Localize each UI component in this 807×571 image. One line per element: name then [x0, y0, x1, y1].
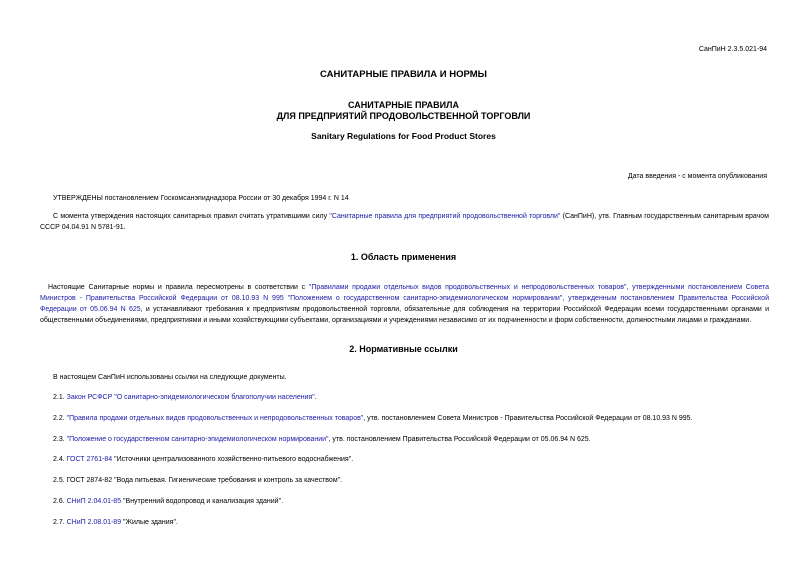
- link-sanitary-regulation-statute[interactable]: "Положением о государственном санитарно-эпидемиологическом нормировании", утвержденным постановлением Правительства Российской Федерации от 05.06.94 N 625: [40, 295, 769, 313]
- reference-number: 2.4.: [53, 456, 67, 463]
- title-line-1: САНИТАРНЫЕ ПРАВИЛА: [348, 100, 459, 110]
- reference-item: [53, 519, 178, 526]
- reference-number: 2.2.: [53, 415, 67, 422]
- approved-paragraph: УТВЕРЖДЕНЫ постановлением Госкомсанэпиднадзора России от 30 декабря 1994 г. N 14: [53, 195, 349, 202]
- references-intro: В настоящем СанПиН использованы ссылки на следующие документы.: [53, 374, 287, 381]
- reference-text: "Жилые здания".: [121, 519, 178, 526]
- reference-item: [53, 394, 317, 401]
- reference-item: [53, 436, 591, 443]
- document-code: СанПиН 2.3.5.021-94: [698, 46, 767, 53]
- title-line-2: ДЛЯ ПРЕДПРИЯТИЙ ПРОДОВОЛЬСТВЕННОЙ ТОРГОВЛИ: [276, 111, 531, 121]
- reference-item: [53, 498, 283, 505]
- reference-link[interactable]: "Правила продажи отдельных видов продовольственных и непродовольственных товаров": [66, 415, 364, 422]
- section-2-title: 2. Нормативные ссылки: [349, 344, 458, 354]
- header-main: САНИТАРНЫЕ ПРАВИЛА И НОРМЫ: [320, 69, 487, 80]
- document-title: [0, 100, 807, 122]
- reference-number: 2.7.: [53, 519, 67, 526]
- link-old-sanitary-rules[interactable]: "Санитарные правила для предприятий продовольственной торговли": [329, 213, 561, 220]
- reference-text: , утв. постановлением Правительства Российской Федерации от 05.06.94 N 625.: [328, 436, 591, 443]
- reference-text: "Источники централизованного хозяйственно-питьевого водоснабжения".: [112, 456, 354, 463]
- section-1-title: 1. Область применения: [350, 252, 457, 262]
- reference-link[interactable]: СНиП 2.04.01-85: [66, 498, 122, 505]
- reference-link[interactable]: ГОСТ 2761-84: [66, 456, 113, 463]
- reference-link[interactable]: "Положение о государственном санитарно-эпидемиологическом нормировании": [66, 436, 329, 443]
- reference-text: , утв. постановлением Совета Министров - Правительства Российской Федерации от 08.10.93 N 995.: [363, 415, 693, 422]
- reference-number: 2.6.: [53, 498, 67, 505]
- reference-number: 2.5.: [53, 477, 67, 484]
- title-english: Sanitary Regulations for Food Product Stores: [311, 131, 496, 141]
- reference-text: .: [314, 394, 317, 401]
- reference-number: 2.1.: [53, 394, 67, 401]
- reference-text: "Внутренний водопровод и канализация зданий".: [121, 498, 284, 505]
- replacement-paragraph: [40, 211, 769, 233]
- link-trade-rules[interactable]: "Правилами продажи отдельных видов продовольственных и непродовольственных товаров", утвержденными постановлением Совета Министров - Правительства Российской Федерации от 08.10.93 N 995: [40, 284, 770, 302]
- scope-text-3: , и устанавливают требования к предприятиям продовольственной торговли, обязательные для соблюдения на территории Российской Федерации всеми государственными органами и общественными объединениями, предприятиями и иными хозяйствующими субъектами, организациями и учреждениями независимо от их подчиненности и форм собственности, должностными лицами и гражданами.: [40, 306, 769, 324]
- reference-link[interactable]: СНиП 2.08.01-89: [66, 519, 122, 526]
- scope-paragraph: [40, 282, 769, 326]
- scope-text-1: Настоящие Санитарные нормы и правила пересмотрены в соответствии с: [48, 284, 309, 291]
- replacement-text-2: (СанПиН), утв. Главным государственным санитарным врачом СССР 04.04.91 N 5781-91.: [40, 213, 769, 231]
- reference-item: [53, 456, 353, 463]
- reference-item: [53, 415, 693, 422]
- reference-link[interactable]: Закон РСФСР "О санитарно-эпидемиологическом благополучии населения": [66, 394, 315, 401]
- reference-item: [53, 477, 342, 484]
- reference-number: 2.3.: [53, 436, 67, 443]
- reference-text: ГОСТ 2874-82 "Вода питьевая. Гигиенические требования и контроль за качеством".: [66, 477, 343, 484]
- replacement-text-1: С момента утверждения настоящих санитарных правил считать утратившими силу: [53, 213, 330, 220]
- date-of-introduction: Дата введения - с момента опубликования: [627, 173, 767, 180]
